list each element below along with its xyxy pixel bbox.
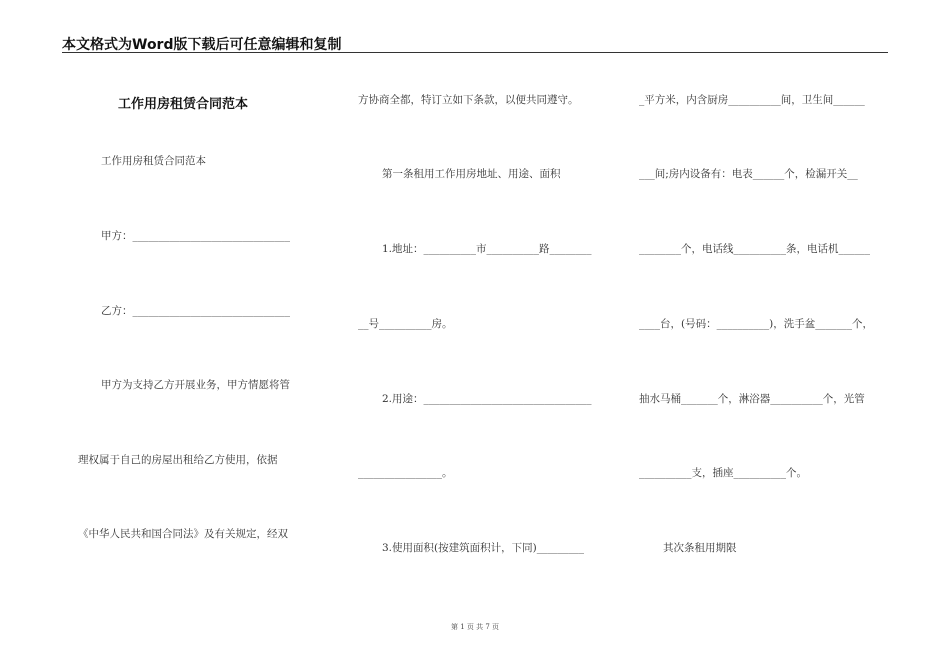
- col2-line-4: __号__________房。: [358, 318, 453, 330]
- document-banner: 本文格式为Word版下载后可任意编辑和复制: [62, 37, 342, 53]
- col2-line-6: ________________。: [358, 467, 453, 479]
- document-title: 工作用房租赁合同范本: [118, 97, 249, 112]
- col1-line-4: 甲方为支持乙方开展业务，甲方情愿将管: [101, 379, 290, 391]
- col1-line-2: 甲方：______________________________: [101, 230, 290, 242]
- col2-line-2: 第一条租用工作用房地址、用途、面积: [382, 168, 561, 180]
- col1-line-6: 《中华人民共和国合同法》及有关规定，经双: [78, 528, 288, 540]
- col2-line-3: 1.地址：__________市__________路________: [382, 243, 592, 255]
- col1-line-5: 理权属于自己的房屋出租给乙方使用，依据: [78, 454, 278, 466]
- col3-line-4: ____台，(号码：__________)，洗手盆_______个，: [639, 318, 873, 330]
- col3-line-6: __________支，插座__________个。: [639, 467, 807, 479]
- col3-line-1: _平方米，内含厨房__________间，卫生间______: [639, 94, 865, 106]
- col1-line-3: 乙方：______________________________: [101, 305, 290, 317]
- header-divider: [62, 52, 888, 53]
- col3-line-7: 其次条租用期限: [663, 542, 737, 554]
- col2-line-1: 方协商全都，特订立如下条款，以便共同遵守。: [358, 94, 579, 106]
- col3-line-3: ________个，电话线__________条，电话机______: [639, 243, 870, 255]
- col2-line-5: 2.用途：________________________________: [382, 393, 592, 405]
- col3-line-2: ___间;房内设备有：电表______个，检漏开关__: [639, 168, 858, 180]
- col1-line-1: 工作用房租赁合同范本: [101, 155, 206, 167]
- col3-line-5: 抽水马桶_______个，淋浴器__________个，光管: [639, 393, 865, 405]
- col2-line-7: 3.使用面积(按建筑面积计，下同)_________: [382, 542, 584, 554]
- page-number: 第 1 页 共 7 页: [450, 623, 500, 631]
